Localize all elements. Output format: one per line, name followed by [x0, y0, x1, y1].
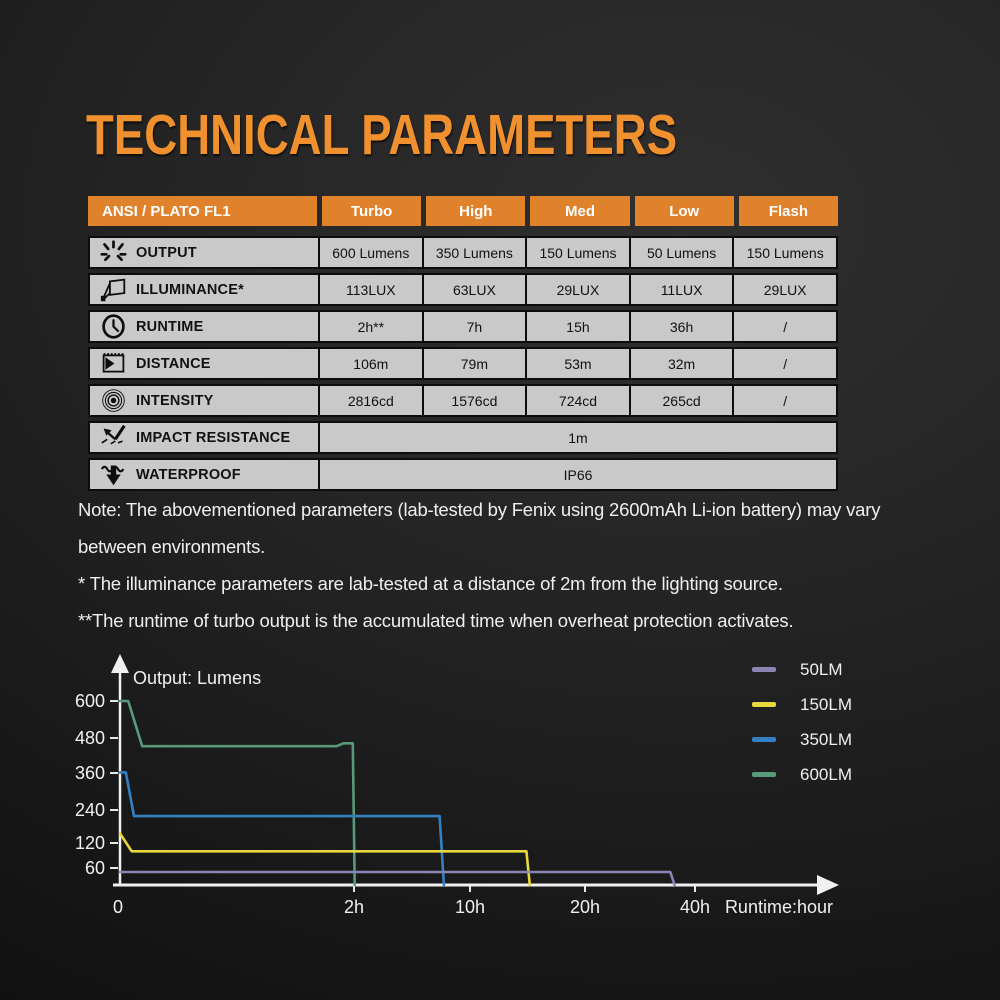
table-cell: 2816cd	[318, 386, 422, 415]
table-row-impact-resistance	[88, 421, 838, 454]
y-tick-label: 480	[74, 728, 105, 748]
x-tick-label: 0	[112, 897, 124, 917]
table-cell: 15h	[525, 312, 629, 341]
legend-label: 150LM	[800, 694, 852, 714]
runtime-chart	[0, 640, 1000, 950]
x-tick-label: 2h	[343, 897, 365, 917]
note-line-3: * The illuminance parameters are lab-tested at a distance of 2m from the lighting source.	[78, 573, 783, 594]
table-cell: IP66	[318, 460, 836, 489]
column-header-turbo: Turbo	[322, 196, 421, 226]
x-tick-label: 10h	[454, 897, 486, 917]
table-cell: 32m	[629, 349, 733, 378]
x-tick-label: 20h	[569, 897, 601, 917]
legend-label: 600LM	[800, 764, 852, 784]
table-cell: 36h	[629, 312, 733, 341]
x-axis-label: Runtime:hour	[724, 897, 833, 917]
row-label-cell	[90, 238, 318, 267]
row-label-cell	[90, 386, 318, 415]
spec-table	[88, 196, 838, 495]
table-cell: 1576cd	[422, 386, 526, 415]
legend-label: 50LM	[800, 659, 843, 679]
table-cell: 600 Lumens	[318, 238, 422, 267]
table-cell: 106m	[318, 349, 422, 378]
table-cell: 150 Lumens	[732, 238, 836, 267]
legend-swatch-50lm	[752, 667, 776, 672]
row-label-cell	[90, 349, 318, 378]
row-label-cell	[90, 460, 318, 489]
table-row-illuminance	[88, 273, 838, 306]
illuminance-icon	[90, 276, 136, 303]
legend-swatch-150lm	[752, 702, 776, 707]
impact-icon	[90, 424, 136, 451]
table-cell: 113LUX	[318, 275, 422, 304]
table-cell: 63LUX	[422, 275, 526, 304]
row-label-cell	[90, 275, 318, 304]
y-tick-label: 600	[74, 691, 105, 711]
series-line-150lm	[120, 833, 530, 885]
note-line-1: Note: The abovementioned parameters (lab-tested by Fenix using 2600mAh Li-ion battery) may vary	[78, 499, 881, 520]
table-cell: 29LUX	[732, 275, 836, 304]
series-line-50lm	[120, 872, 675, 885]
table-cell: 350 Lumens	[422, 238, 526, 267]
clock-icon	[90, 313, 136, 340]
intensity-icon	[90, 387, 136, 414]
series-line-600lm	[120, 701, 355, 885]
table-cell: 150 Lumens	[525, 238, 629, 267]
column-header-high: High	[426, 196, 525, 226]
table-row-runtime	[88, 310, 838, 343]
chart-title: Output: Lumens	[133, 668, 262, 688]
y-tick-label: 360	[74, 763, 105, 783]
chart-legend	[752, 660, 852, 784]
table-cell: /	[732, 386, 836, 415]
row-label-text: DISTANCE	[136, 355, 211, 372]
note-line-4: **The runtime of turbo output is the accumulated time when overheat protection activates.	[78, 610, 794, 631]
spec-table-body	[88, 236, 838, 491]
page-title: TECHNICAL PARAMETERS	[86, 103, 678, 167]
distance-icon	[90, 350, 136, 377]
row-label-text: IMPACT RESISTANCE	[136, 429, 291, 446]
table-cell: 1m	[318, 423, 836, 452]
table-cell: /	[732, 312, 836, 341]
waterproof-icon	[90, 461, 136, 488]
table-cell: 50 Lumens	[629, 238, 733, 267]
table-cell: 7h	[422, 312, 526, 341]
table-corner-header: ANSI / PLATO FL1	[88, 196, 317, 226]
legend-entry-600lm	[752, 765, 852, 784]
row-label-text: RUNTIME	[136, 318, 204, 335]
legend-label: 350LM	[800, 729, 852, 749]
table-row-output	[88, 236, 838, 269]
x-tick-label: 40h	[679, 897, 711, 917]
y-tick-label: 60	[84, 858, 105, 878]
row-label-text: INTENSITY	[136, 392, 214, 409]
y-tick-label: 240	[74, 800, 105, 820]
spec-table-header	[88, 196, 838, 226]
legend-entry-150lm	[752, 695, 852, 714]
row-label-cell	[90, 423, 318, 452]
legend-swatch-600lm	[752, 772, 776, 777]
y-axis-arrow	[111, 654, 129, 673]
table-row-waterproof	[88, 458, 838, 491]
x-axis-arrow	[817, 875, 839, 895]
legend-swatch-350lm	[752, 737, 776, 742]
series-line-350lm	[120, 772, 444, 885]
table-row-intensity	[88, 384, 838, 417]
column-header-flash: Flash	[739, 196, 838, 226]
row-label-cell	[90, 312, 318, 341]
legend-entry-350lm	[752, 730, 852, 749]
column-header-med: Med	[530, 196, 629, 226]
table-cell: 53m	[525, 349, 629, 378]
row-label-text: WATERPROOF	[136, 466, 241, 483]
note-line-2: between environments.	[78, 536, 266, 557]
footnotes	[78, 499, 958, 647]
row-label-text: OUTPUT	[136, 244, 197, 261]
table-cell: 29LUX	[525, 275, 629, 304]
table-cell: /	[732, 349, 836, 378]
legend-entry-50lm	[752, 660, 852, 679]
table-cell: 79m	[422, 349, 526, 378]
table-cell: 2h**	[318, 312, 422, 341]
light-output-icon	[90, 239, 136, 266]
y-tick-label: 120	[74, 833, 105, 853]
column-header-low: Low	[635, 196, 734, 226]
table-cell: 265cd	[629, 386, 733, 415]
row-label-text: ILLUMINANCE*	[136, 281, 244, 298]
table-row-distance	[88, 347, 838, 380]
table-cell: 11LUX	[629, 275, 733, 304]
table-cell: 724cd	[525, 386, 629, 415]
